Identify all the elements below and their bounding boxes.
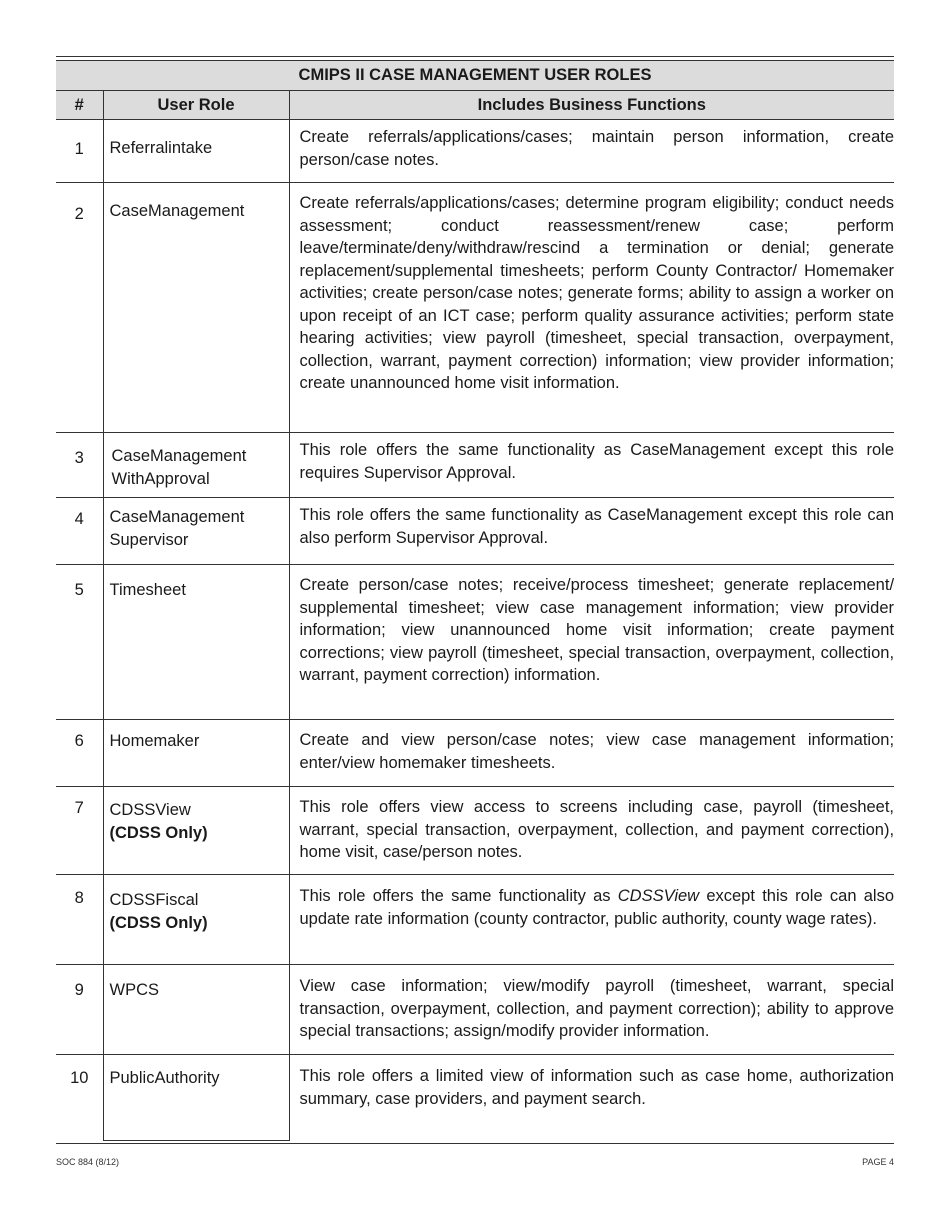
row-business-functions	[289, 565, 894, 720]
row-business-functions	[289, 498, 894, 565]
row-user-role	[103, 787, 289, 875]
row-number: 5	[56, 565, 103, 720]
row-business-functions	[289, 720, 894, 787]
role-name-continued: Supervisor	[109, 530, 189, 549]
functions-text: This role offers view access to screens including case, payroll (timesheet, warrant, special transaction, overpayment, collection, and payment correction), home visit, case/person notes.	[299, 798, 895, 861]
role-scope-note: (CDSS Only)	[109, 823, 208, 842]
functions-text: View case information; view/modify payroll (timesheet, warrant, special transaction, overpayment, collection, and payment correction); ability to approve special transactions; assign/modify provider information.	[299, 977, 895, 1040]
table-row	[56, 183, 894, 433]
row-business-functions	[289, 1055, 894, 1141]
table-row	[56, 965, 894, 1055]
row-number: 9	[56, 965, 103, 1055]
role-name: CDSSView	[109, 801, 191, 819]
role-name: CaseManagement	[111, 447, 247, 465]
functions-text: This role offers a limited view of information such as case home, authorization summary, case providers, and payment search.	[299, 1067, 895, 1108]
row-user-role	[103, 720, 289, 787]
row-number: 2	[56, 183, 103, 433]
role-name: CDSSFiscal	[109, 891, 199, 909]
functions-text: Create referrals/applications/cases; maintain person information, create person/case notes.	[299, 128, 895, 169]
role-name: CaseManagement	[109, 508, 245, 526]
role-scope-note: (CDSS Only)	[109, 913, 208, 932]
functions-text: This role offers the same functionality as CaseManagement except this role can also perform Supervisor Approval.	[299, 506, 895, 547]
row-number: 1	[56, 120, 103, 183]
table-title-row	[56, 61, 894, 91]
functions-text-pre: This role offers the same functionality as	[299, 887, 618, 905]
row-number: 3	[56, 433, 103, 498]
table-header-row	[56, 91, 894, 120]
table-row	[56, 433, 894, 498]
row-business-functions	[289, 433, 894, 498]
role-name: Timesheet	[109, 581, 186, 599]
row-business-functions	[289, 875, 894, 965]
functions-text	[300, 885, 895, 930]
row-user-role	[103, 433, 289, 498]
table-row	[56, 498, 894, 565]
functions-text-emphasis: CDSSView	[617, 887, 700, 905]
role-name: WPCS	[109, 981, 159, 999]
functions-text: Create referrals/applications/cases; determine program eligibility; conduct needs assessment; conduct reassessment/renew case; perform leave/terminate/deny/withdraw/rescind a termination or denial; generate replacement/supplemental timesheets; perform County Contractor/ Homemaker activities; create person/case notes; generate forms; ability to assign a worker on upon receipt of an ICT case; perform quality assurance activities; perform state hearing activities; view payroll (timesheet, special transaction, overpayment, collection, warrant, payment correction) information; view provider information; create unannounced home visit information.	[299, 194, 895, 392]
table-row	[56, 787, 894, 875]
user-roles-table	[56, 60, 894, 1141]
role-name: CaseManagement	[109, 202, 245, 220]
header-business-functions: Includes Business Functions	[289, 91, 894, 120]
row-user-role	[103, 875, 289, 965]
row-business-functions	[289, 787, 894, 875]
row-number: 8	[56, 875, 103, 965]
role-name: Homemaker	[109, 732, 200, 750]
table-title: CMIPS II CASE MANAGEMENT USER ROLES	[56, 61, 894, 91]
table-row	[56, 120, 894, 183]
bottom-rule	[56, 1143, 894, 1144]
functions-text: This role offers the same functionality as CaseManagement except this role requires Supervisor Approval.	[299, 441, 895, 482]
table-row	[56, 875, 894, 965]
header-user-role: User Role	[103, 91, 289, 120]
functions-text: Create person/case notes; receive/process timesheet; generate replacement/ supplemental timesheet; view case management information; view provider information; view unannounced home visit information; create payment corrections; view payroll (timesheet, special transaction, overpayment, collection, warrant, payment correction) information.	[299, 576, 895, 684]
row-business-functions	[289, 965, 894, 1055]
row-business-functions	[289, 183, 894, 433]
row-business-functions	[289, 120, 894, 183]
functions-text: Create and view person/case notes; view case management information; enter/view homemaker timesheets.	[299, 731, 895, 772]
row-user-role	[103, 1055, 289, 1141]
functions-text-post: except this role can also update rate information (county contractor, public authority, county wage rates).	[299, 887, 895, 928]
page-number: PAGE 4	[862, 1157, 894, 1167]
row-number: 10	[70, 1069, 89, 1087]
row-number: 4	[56, 498, 103, 565]
row-user-role	[103, 965, 289, 1055]
role-name: Referralintake	[109, 139, 213, 157]
row-user-role	[103, 120, 289, 183]
role-name: PublicAuthority	[109, 1069, 220, 1087]
table-row	[56, 565, 894, 720]
row-user-role	[103, 565, 289, 720]
table-row	[56, 1055, 894, 1141]
header-number: #	[56, 91, 103, 120]
role-name-continued: WithApproval	[111, 469, 210, 488]
form-number: SOC 884 (8/12)	[56, 1157, 120, 1167]
document-page	[56, 56, 894, 1144]
row-number: 6	[56, 720, 103, 787]
table-row	[56, 720, 894, 787]
row-user-role	[103, 183, 289, 433]
row-user-role	[103, 498, 289, 565]
row-number: 7	[56, 787, 103, 875]
